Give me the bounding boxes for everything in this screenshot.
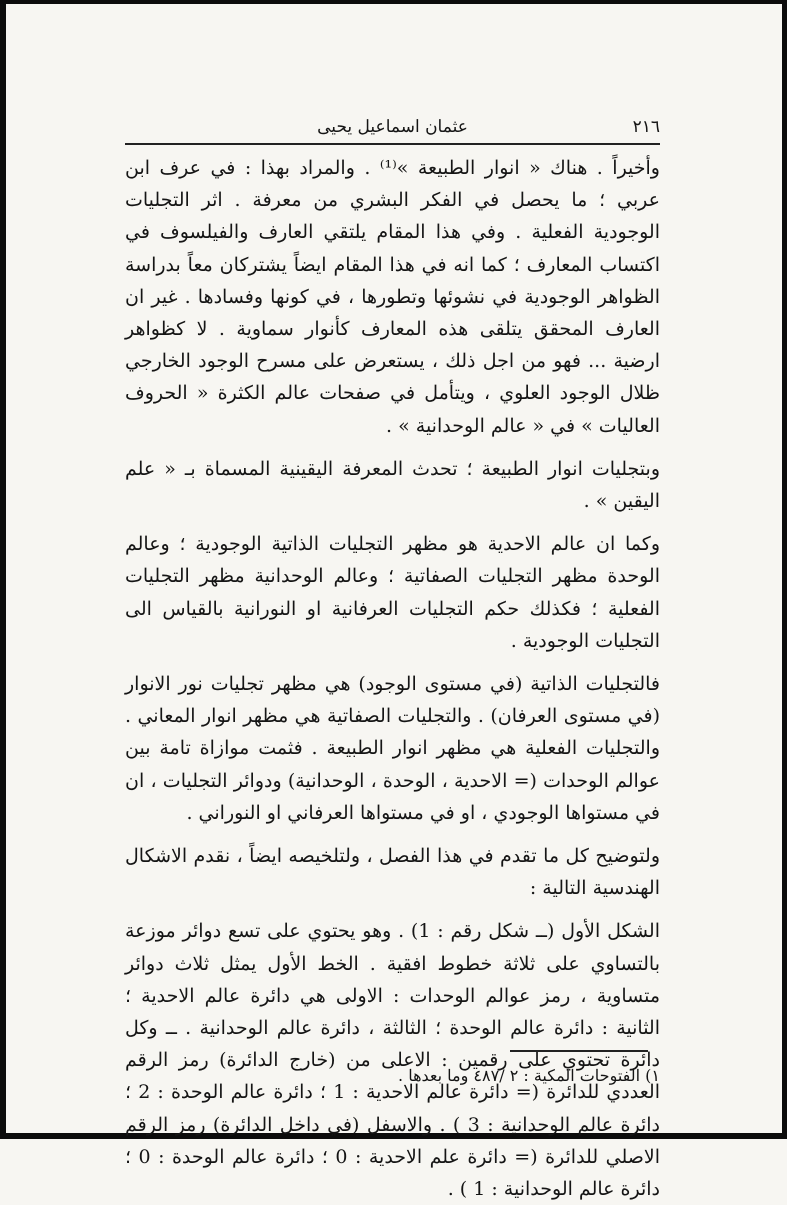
scan-border-left	[0, 0, 6, 1139]
running-head	[125, 117, 660, 139]
body-text	[125, 152, 660, 1205]
footnote: ١) الفتوحات المكية : ٢ /٤٨٧ وما بعدها .	[398, 1066, 660, 1085]
paragraph-nature-lights: وأخيراً . هناك « انوار الطبيعة »⁽¹⁾ . والمراد بهذا : في عرف ابن عربي ؛ ما يحصل في الفكر البشري من معرفة . اثر التجليات الوجودية الفعلية . وفي هذا المقام يلتقي العارف والفيلسوف في اكتساب المعارف ؛ كما انه في هذا المقام ايضاً يشتركان معاً بدراسة الظواهر الوجودية في نشوئها وتطورها ، في كونها وفسادها . غير ان العارف المحقق يتلقى هذه المعارف كأنوار سماوية . لا كظواهر ارضية ... فهو من اجل ذلك ، يستعرض على مسرح الوجود الخارجي ظلال الوجود العلوي ، ويتأمل في صفحات عالم الكثرة « الحروف العاليات » في « عالم الوحدانية » .	[125, 157, 660, 437]
scan-border-top	[0, 0, 787, 4]
footnote-rule	[510, 1050, 648, 1052]
paragraph-geometric-figures-intro: ولتوضيح كل ما تقدم في هذا الفصل ، ولتلخيصه ايضاً ، نقدم الاشكال الهندسية التالية :	[125, 845, 660, 900]
paragraph-certain-knowledge: وبتجليات انوار الطبيعة ؛ تحدث المعرفة اليقينية المسماة بـ « علم اليقين » .	[125, 457, 660, 513]
paragraph-first-figure: الشكل الأول (ــ شكل رقم : 1) . وهو يحتوي على تسع دوائر موزعة بالتساوي على ثلاثة خطوط افقية . الخط الأول يمثل ثلاث دوائر متساوية ، رمز عوالم الوحدات : الاولى هي دائرة عالم الاحدية ؛ الثانية : دائرة عالم الوحدة ؛ الثالثة ، دائرة عالم الوحدانية . ــ وكل دائرة تحتوي على رقمين : الاعلى من (خارج الدائرة) رمز الرقم العددي للدائرة (= دائرة عالم الاحدية : 1 ؛ دائرة عالم الوحدة : 2 ؛ دائرة عالم الوحدانية : 3 ) . والاسفل (في داخل الدائرة) رمز الرقم الاصلي للدائرة (= دائرة علم الاحدية : 0 ؛ دائرة عالم الوحدة : 0 ؛ دائرة عالم الوحدانية : 1 ) .	[125, 920, 661, 1201]
header-rule	[125, 143, 660, 145]
paragraph-worlds-comparison: وكما ان عالم الاحدية هو مظهر التجليات الذاتية الوجودية ؛ وعالم الوحدة مظهر التجليات الصفاتية ؛ وعالم الوحدانية مظهر التجليات الفعلية ؛ فكذلك حكم التجليات العرفانية او النورانية بالقياس الى التجليات الوجودية .	[125, 533, 660, 652]
paragraph-essential-manifestations: فالتجليات الذاتية (في مستوى الوجود) هي مظهر تجليات نور الانوار (في مستوى العرفان) . والتجليات الصفاتية هي مظهر انوار المعاني . والتجليات الفعلية هي مظهر انوار الطبيعة . فثمت موازاة تامة بين عوالم الوحدات (= الاحدية ، الوحدة ، الوحدانية) ودوائر التجليات ، ان في مستواها الوجودي ، او في مستواها العرفاني او النوراني .	[125, 673, 660, 824]
scan-border-right	[782, 0, 787, 1139]
page-number: ٢١٦	[632, 117, 660, 137]
running-title: عثمان اسماعيل يحيى	[317, 117, 468, 137]
